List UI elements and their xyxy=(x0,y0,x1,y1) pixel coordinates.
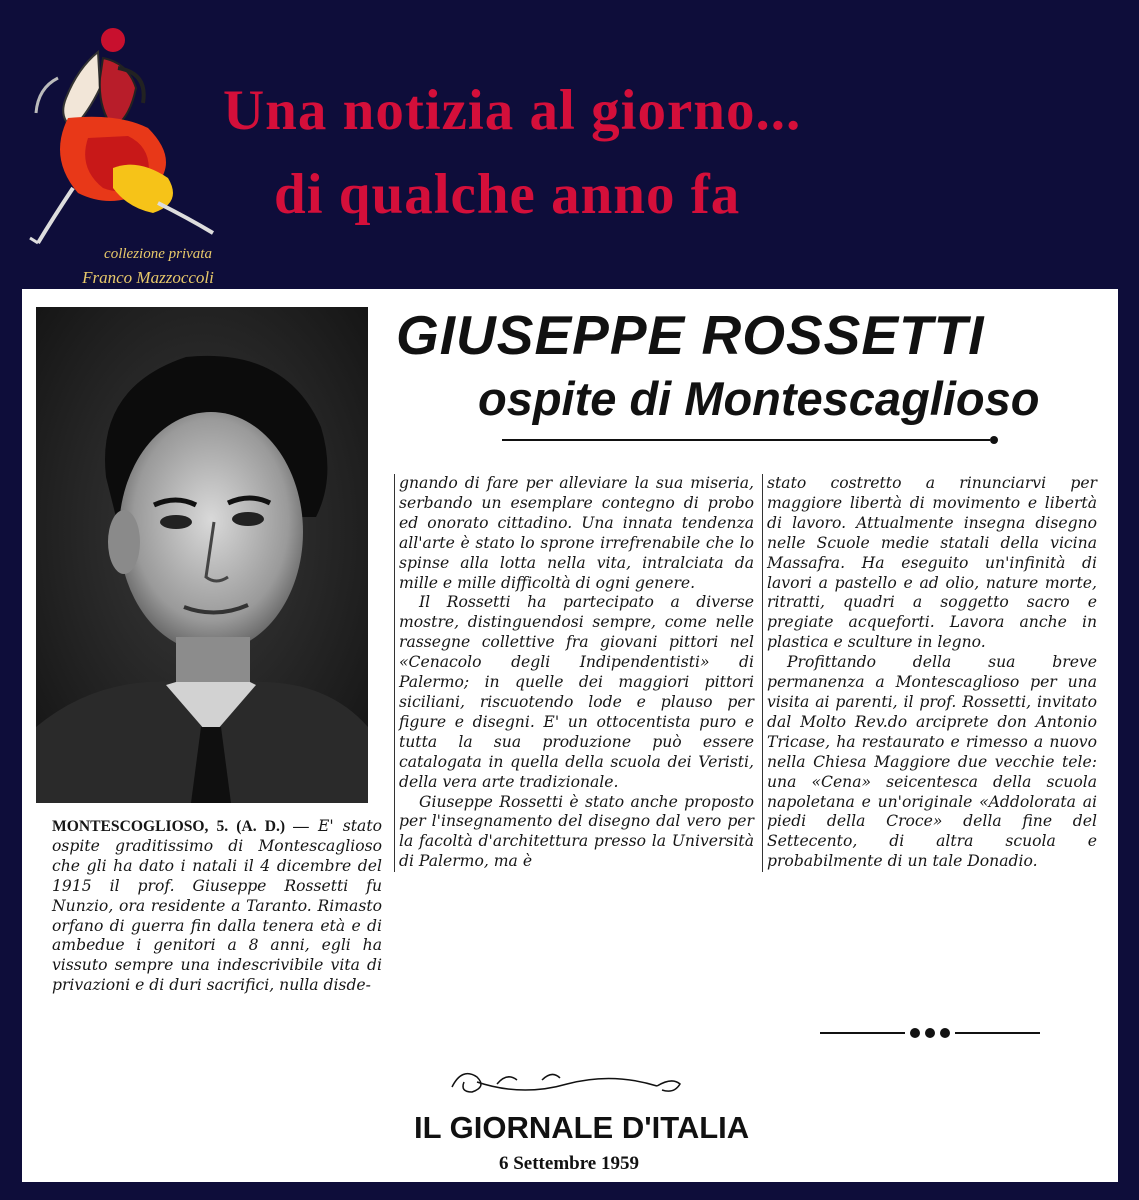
page-title-line2: di qualche anno fa xyxy=(274,163,741,226)
logo-caption-collection: collezione privata xyxy=(104,246,212,262)
end-of-article-ornament-icon xyxy=(820,1026,1040,1040)
newspaper-clipping xyxy=(22,289,1118,1182)
issue-date: 6 Settembre 1959 xyxy=(498,1153,639,1174)
logo-caption-owner: Franco Mazzoccoli xyxy=(82,268,214,287)
masthead-flourish-icon xyxy=(442,1062,692,1102)
article-dateline: MONTESCOGLIOSO, 5. (A. D.) — xyxy=(52,818,309,835)
article-col2-paragraph-3: Giuseppe Rossetti è stato anche proposto per l'insegnamento del disegno dal vero per la facoltà d'architettura presso la Università di Palermo, ma è xyxy=(399,792,754,871)
newspaper-masthead: IL GIORNALE D'ITALIA xyxy=(414,1110,750,1145)
portrait-illustration xyxy=(36,307,368,803)
article-column-2 xyxy=(394,474,754,872)
article-headline: GIUSEPPE ROSSETTI xyxy=(396,304,985,366)
portrait-photo xyxy=(36,307,368,803)
article-subheadline: ospite di Montescaglioso xyxy=(478,372,1040,425)
article-column-1 xyxy=(52,817,382,996)
page-title-line1: Una notizia al giorno... xyxy=(223,79,802,142)
article-col1-text: E' stato ospite graditissimo di Montescaglioso che gli ha dato i natali il 4 dicembre del 1915 il prof. Giuseppe Rossetti fu Nunzio, ora residente a Taranto. Rimasto orfano di guerra fin dalla tenera età e di ambedue i genitori a 8 anni, egli ha vissuto sempre una indescrivibile vita di privazioni e di duri sacrifici, nulla disde- xyxy=(52,817,382,995)
article-col2-paragraph-2: Il Rossetti ha partecipato a diverse mostre, distinguendosi sempre, come nelle rassegne collettive fra giovani pittori nel «Cenacolo degli Indipendentisti» di Palermo; in quelle dei maggiori pittori siciliani, riscuotendo lode e plauso per figure e disegni. E' un ottocentista puro e tutta la sua produzione può essere catalogata in quella della scuola dei Veristi, della vera arte tradizionale. xyxy=(399,593,754,791)
article-col3-paragraph-2: Profittando della sua breve permanenza a Montescaglioso per una visita ai parenti, il prof. Rossetti, invitato dal Molto Rev.do arciprete don Antonio Tricase, ha restaurato e rimesso a nuovo nella Chiesa Maggiore due vecchie tele: una «Cena» seicentesca della scuola napoletana e un'originale «Addolorata ai piedi della Croce» della fine del Settecento, di altra scuola e probabilmente di un tale Donadio. xyxy=(767,653,1097,871)
dancer-logo-icon xyxy=(18,18,228,248)
logo xyxy=(18,18,228,287)
article-col2-paragraph-1: gnando di fare per alleviare la sua miseria, serbando un esemplare contegno di probo ed onorato cittadino. Una innata tendenza all'arte è stato lo sprone irrefrenabile che lo spinse alla lotta nella vita, intralciata da mille e mille difficoltà di ogni genere. xyxy=(399,474,754,592)
article-column-3 xyxy=(762,474,1097,872)
headline-rule-dot xyxy=(990,436,998,444)
article-col3-paragraph-1: stato costretto a rinunciarvi per maggiore libertà di movimento e libertà di lavoro. Attualmente insegna disegno nelle Scuole medie statali della vicina Massafra. Ha eseguito un'infinità di lavori a pastello e ad olio, nature morte, ritratti, quadri a soggetto sacro e pregiate acqueforti. Lavora anche in plastica e sculture in legno. xyxy=(767,474,1097,652)
headline-rule xyxy=(502,439,990,441)
